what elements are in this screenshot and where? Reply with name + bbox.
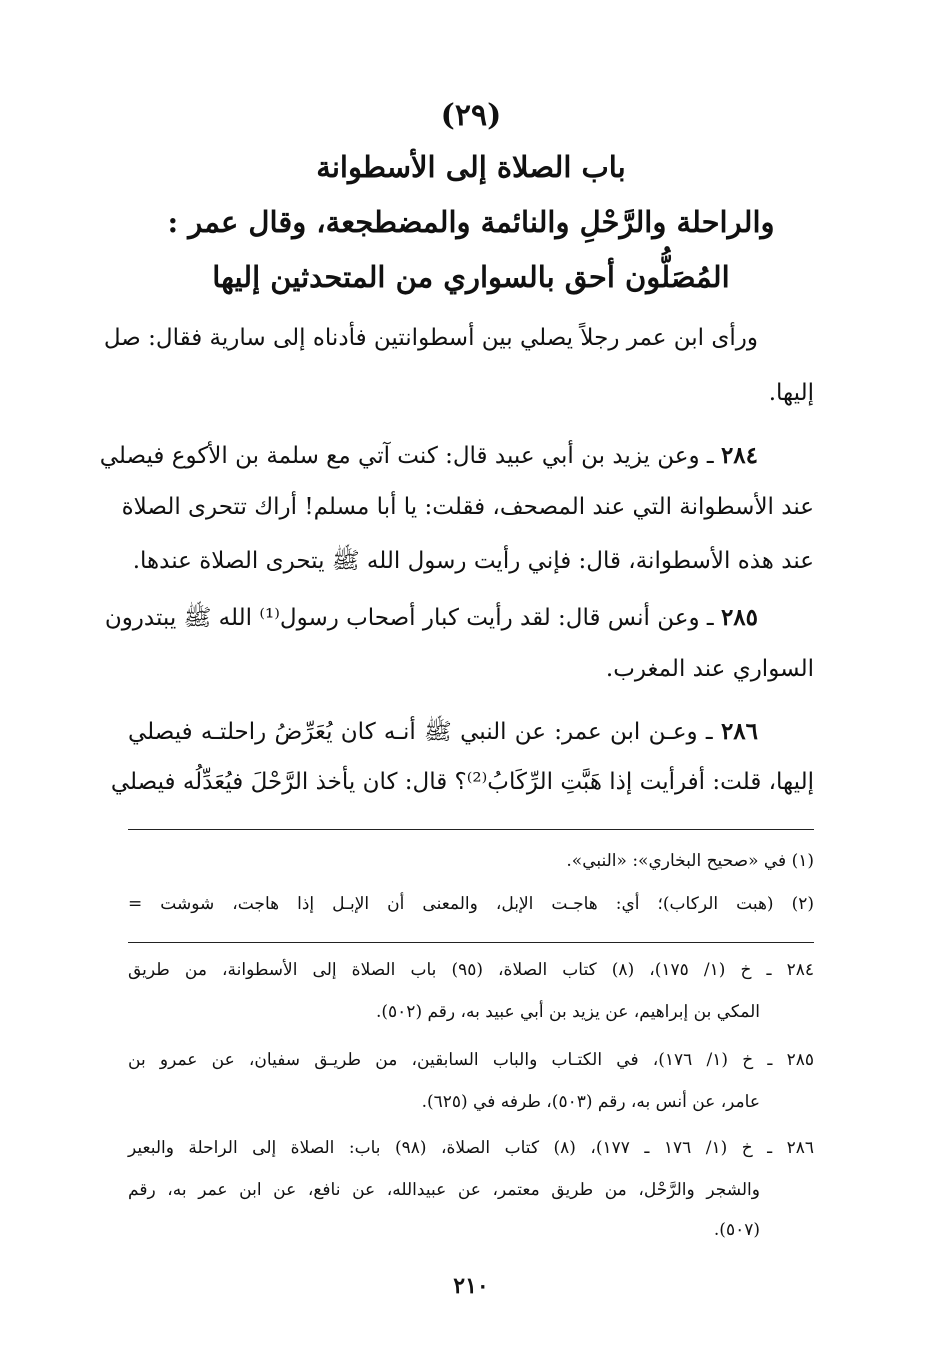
source-285-line-2: عامر، عن أنس به، رقم (٥٠٣)، طرفه في (٦٢٥). bbox=[421, 1092, 760, 1112]
page-number: ٢١٠ bbox=[453, 1273, 489, 1299]
chapter-title-line-2: والراحلة والرَّحْلِ والنائمة والمضطجعة، وقال عمر : bbox=[167, 205, 775, 239]
chapter-title-line-3: المُصَلُّون أحق بالسواري من المتحدثين إليها bbox=[212, 260, 730, 294]
hadith-number: ٢٨٤ bbox=[720, 442, 758, 469]
hadith-284-line-3: عند هذه الأسطوانة، قال: فإني رأيت رسول الله ﷺ يتحرى الصلاة عندها. bbox=[132, 548, 814, 574]
hadith-285-line-2: السواري عند المغرب. bbox=[605, 656, 814, 682]
intro-line-1: ورأى ابن عمر رجلاً يصلي بين أسطوانتين فأدناه إلى سارية فقال: صل bbox=[103, 325, 758, 351]
footnote-1: (١) في «صحيح البخاري»: «النبي». bbox=[566, 851, 814, 871]
source-286-line-1: ٢٨٦ ـ خ (١/ ١٧٦ ـ ١٧٧)، (٨) كتاب الصلاة، (٩٨) باب: الصلاة إلى الراحلة والبعير bbox=[128, 1138, 814, 1158]
hadith-284-line-1: ٢٨٤ ـ وعن يزيد بن أبي عبيد قال: كنت آتي مع سلمة بن الأكوع فيصلي bbox=[99, 442, 758, 469]
hadith-number: ٢٨٦ bbox=[720, 718, 758, 745]
source-284-line-2: المكي بن إبراهيم، عن يزيد بن أبي عبيد به، رقم (٥٠٢). bbox=[376, 1002, 760, 1022]
source-285-line-1: ٢٨٥ ـ خ (١/ ١٧٦)، في الكتـاب والباب السابقين، من طريـق سفيان، عن عمرو بن bbox=[128, 1050, 814, 1070]
hadith-286-line-1: ٢٨٦ ـ وعـن ابن عمر: عن النبي ﷺ أنـه كان يُعَرِّضُ راحلتـه فيصلي bbox=[128, 718, 758, 745]
source-286-line-2: والشجر والرَّحْل، من طريق معتمر، عن عبيدالله، عن نافع، عن ابن عمر به، رقم bbox=[128, 1180, 760, 1200]
sources-separator bbox=[128, 942, 814, 943]
footnote-2: (٢) (هبت الركاب)؛ أي: هاجـت الإبل، والمعنى أن الإبـل إذا هاجت، شوشت = bbox=[128, 894, 814, 914]
hadith-number: ٢٨٥ bbox=[720, 604, 758, 631]
source-286-line-3: (٥٠٧). bbox=[713, 1220, 760, 1240]
hadith-285-line-1: ٢٨٥ ـ وعن أنس قال: لقد رأيت كبار أصحاب رسول⁽¹⁾ الله ﷺ يبتدرون bbox=[104, 604, 758, 631]
hadith-284-line-2: عند الأسطوانة التي عند المصحف، فقلت: يا أبا مسلم! أراك تتحرى الصلاة bbox=[121, 494, 814, 520]
hadith-286-line-2: إليها، قلت: أفرأيت إذا هَبَّتِ الرِّكَابُ⁽²⁾؟ قال: كان يأخذ الرَّحْلَ فيُعَدِّلُه فيصلي bbox=[110, 769, 814, 795]
footnote-separator bbox=[128, 829, 814, 830]
chapter-number: (٢٩) bbox=[440, 98, 502, 133]
chapter-title-line-1: باب الصلاة إلى الأسطوانة bbox=[316, 150, 626, 184]
intro-line-2: إليها. bbox=[768, 380, 814, 406]
source-284-line-1: ٢٨٤ ـ خ (١/ ١٧٥)، (٨) كتاب الصلاة، (٩٥) باب الصلاة إلى الأسطوانة، من طريق bbox=[128, 960, 814, 980]
